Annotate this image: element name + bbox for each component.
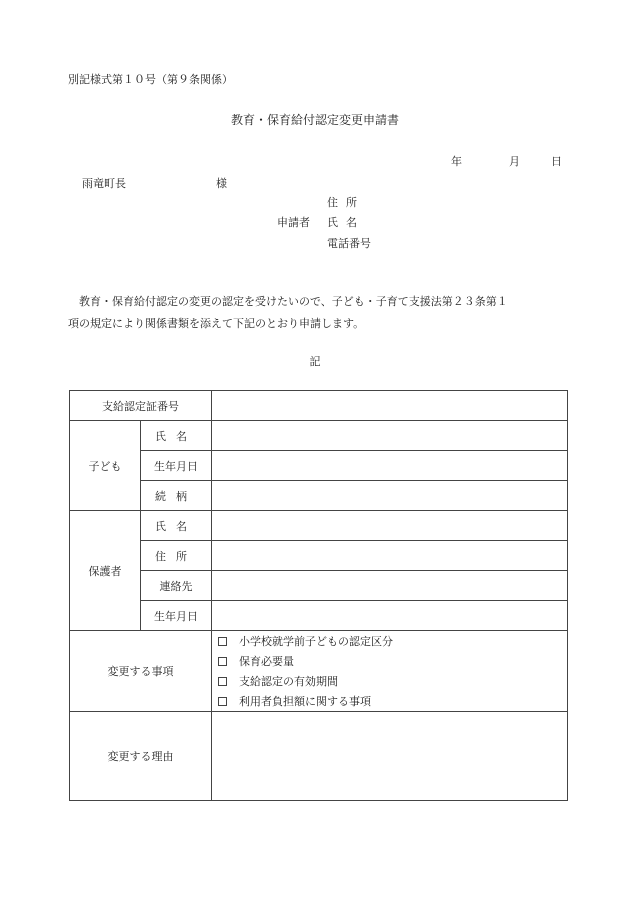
- child-relation-field[interactable]: [212, 481, 568, 511]
- child-name-field[interactable]: [212, 421, 568, 451]
- table-row: [70, 541, 568, 571]
- cert-number-label: 支給認定証番号: [70, 391, 212, 421]
- date-month-label: 月: [509, 155, 520, 168]
- child-birth-label: 生年月日: [141, 451, 212, 481]
- table-row: [70, 601, 568, 631]
- change-option[interactable]: [212, 691, 567, 711]
- table-row: [70, 451, 568, 481]
- checkbox-icon[interactable]: [218, 697, 227, 706]
- change-reason-field[interactable]: [212, 712, 568, 801]
- child-name-label: 氏名: [141, 421, 212, 451]
- change-items-label: 変更する事項: [70, 631, 212, 712]
- checkbox-icon[interactable]: [218, 677, 227, 686]
- checkbox-icon[interactable]: [218, 637, 227, 646]
- addressee-honorific: 様: [216, 177, 227, 190]
- application-statement: [68, 291, 568, 335]
- ki-heading: 記: [309, 355, 321, 368]
- guardian-contact-label: 連絡先: [141, 571, 212, 601]
- guardian-address-field[interactable]: [212, 541, 568, 571]
- guardian-name-field[interactable]: [212, 511, 568, 541]
- guardian-group-label: 保護者: [70, 511, 141, 631]
- applicant-name-label: 氏名: [327, 216, 365, 229]
- table-row: [70, 391, 568, 421]
- change-option-label: 小学校就学前子どもの認定区分: [239, 635, 393, 648]
- change-option-label: 保育必要量: [239, 655, 294, 668]
- table-row: [70, 631, 568, 712]
- guardian-birth-field[interactable]: [212, 601, 568, 631]
- applicant-address-label: 住所: [327, 196, 365, 209]
- child-birth-field[interactable]: [212, 451, 568, 481]
- guardian-contact-field[interactable]: [212, 571, 568, 601]
- guardian-address-label: 住所: [141, 541, 212, 571]
- change-option-label: 利用者負担額に関する事項: [239, 695, 371, 708]
- date-day-label: 日: [551, 155, 562, 168]
- applicant-label: 申請者: [277, 216, 310, 229]
- document-title: 教育・保育給付認定変更申請書: [230, 113, 399, 127]
- guardian-name-label: 氏名: [141, 511, 212, 541]
- table-row: [70, 481, 568, 511]
- change-reason-label: 変更する理由: [70, 712, 212, 801]
- child-relation-label: 続柄: [141, 481, 212, 511]
- table-row: [70, 511, 568, 541]
- application-form-table: [69, 390, 568, 801]
- addressee-name: 雨竜町長: [82, 177, 126, 190]
- child-group-label: 子ども: [70, 421, 141, 511]
- statement-line-1: 教育・保育給付認定の変更の認定を受けたいので、子ども・子育て支援法第２３条第１: [79, 295, 508, 308]
- checkbox-icon[interactable]: [218, 657, 227, 666]
- guardian-birth-label: 生年月日: [141, 601, 212, 631]
- change-option[interactable]: [212, 631, 567, 651]
- statement-line-2: 項の規定により関係書類を添えて下記のとおり申請します。: [68, 317, 365, 330]
- change-items-options: [212, 631, 568, 712]
- date-year-label: 年: [451, 155, 462, 168]
- applicant-phone-label: 電話番号: [327, 237, 371, 250]
- change-option-label: 支給認定の有効期間: [239, 675, 338, 688]
- cert-number-field[interactable]: [212, 391, 568, 421]
- table-row: [70, 571, 568, 601]
- table-row: [70, 712, 568, 801]
- table-row: [70, 421, 568, 451]
- change-option[interactable]: [212, 651, 567, 671]
- change-option[interactable]: [212, 671, 567, 691]
- form-reference: 別記様式第１０号（第９条関係）: [68, 73, 233, 86]
